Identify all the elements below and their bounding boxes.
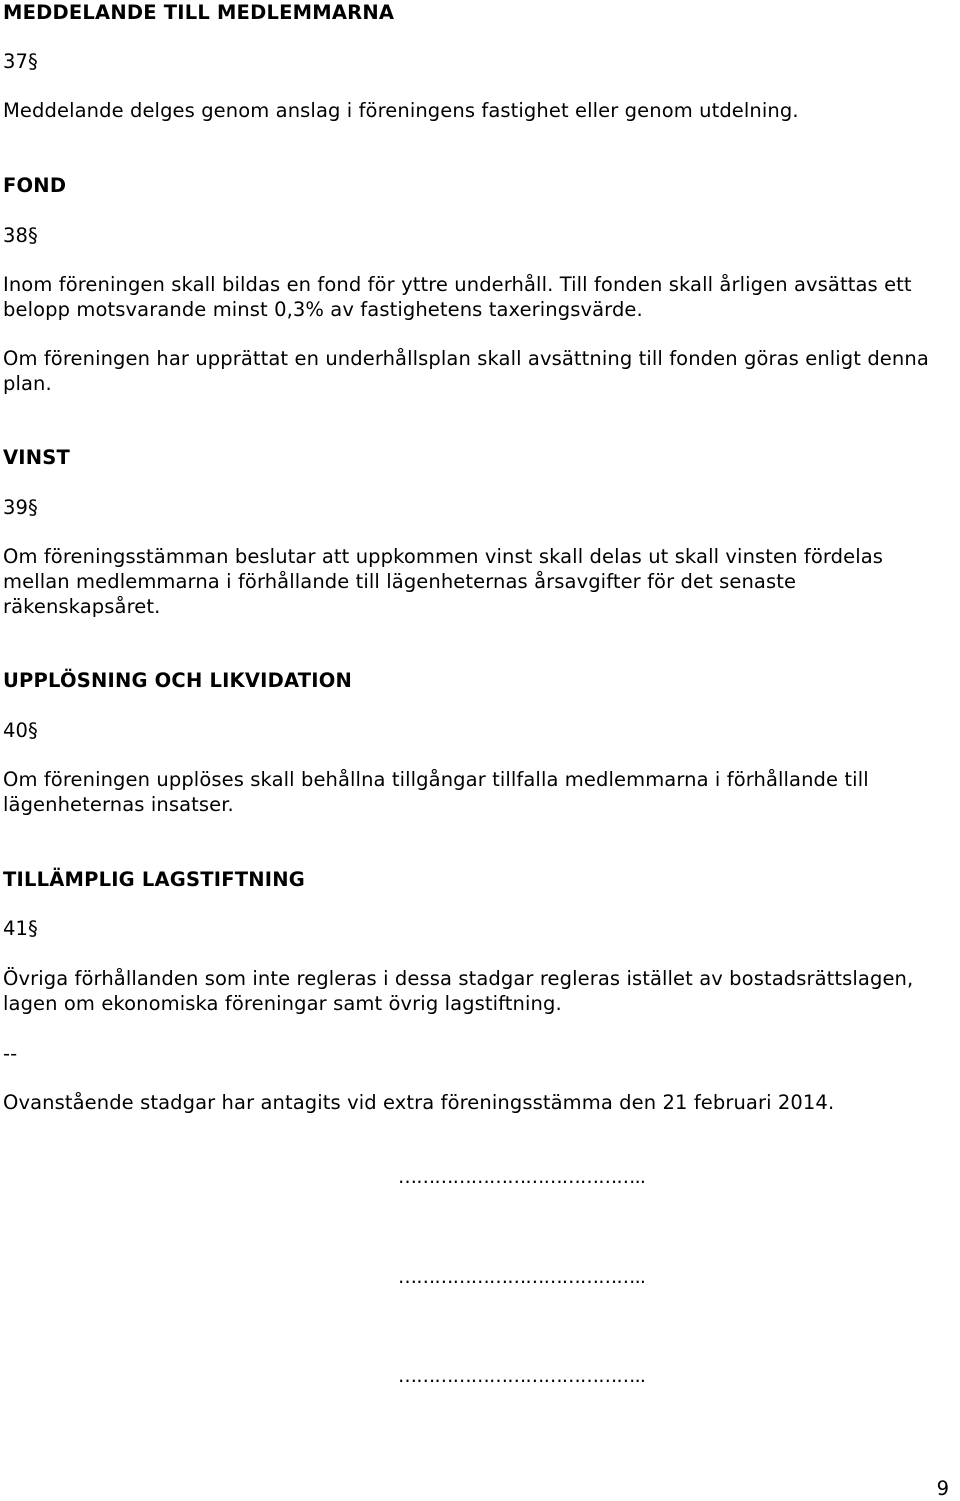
signature-line-1: …………………………………..	[398, 1166, 646, 1188]
paragraph-number-39: 39§	[3, 496, 38, 519]
section-text-fond-1: Inom föreningen skall bildas en fond för yttre underhåll. Till fonden skall årligen avsättas ett belopp motsvarande minst 0,3% av fastighetens taxeringsvärde.	[3, 273, 912, 321]
section-text-upplosning: Om föreningen upplöses skall behållna tillgångar tillfalla medlemmarna i förhållande till lägenheternas insatser.	[3, 768, 869, 816]
section-heading-lagstiftning: TILLÄMPLIG LAGSTIFTNING	[3, 868, 305, 891]
section-text-vinst: Om föreningsstämman beslutar att uppkommen vinst skall delas ut skall vinsten fördelas mellan medlemmarna i förhållande till lägenheternas årsavgifter för det senaste räkenskapsåret.	[3, 545, 884, 618]
section-heading-meddelande: MEDDELANDE TILL MEDLEMMARNA	[3, 1, 395, 24]
section-heading-upplosning: UPPLÖSNING OCH LIKVIDATION	[3, 669, 353, 692]
paragraph-number-41: 41§	[3, 917, 38, 940]
paragraph-number-40: 40§	[3, 719, 38, 742]
adoption-statement: Ovanstående stadgar har antagits vid extra föreningsstämma den 21 februari 2014.	[3, 1091, 835, 1114]
section-heading-vinst: VINST	[3, 446, 71, 469]
page-number: 9	[936, 1477, 949, 1500]
section-text-fond-2: Om föreningen har upprättat en underhållsplan skall avsättning till fonden göras enligt denna plan.	[3, 347, 929, 395]
paragraph-number-38: 38§	[3, 224, 38, 247]
signature-line-3: …………………………………..	[398, 1365, 646, 1387]
separator-dashes: --	[3, 1042, 18, 1065]
signature-line-2: …………………………………..	[398, 1266, 646, 1288]
section-text-lagstiftning: Övriga förhållanden som inte regleras i dessa stadgar regleras istället av bostadsrättslagen, lagen om ekonomiska föreningar samt övrig lagstiftning.	[3, 967, 914, 1015]
section-heading-fond: FOND	[3, 174, 67, 197]
section-text-meddelande: Meddelande delges genom anslag i föreningens fastighet eller genom utdelning.	[3, 99, 799, 122]
paragraph-number-37: 37§	[3, 50, 38, 73]
